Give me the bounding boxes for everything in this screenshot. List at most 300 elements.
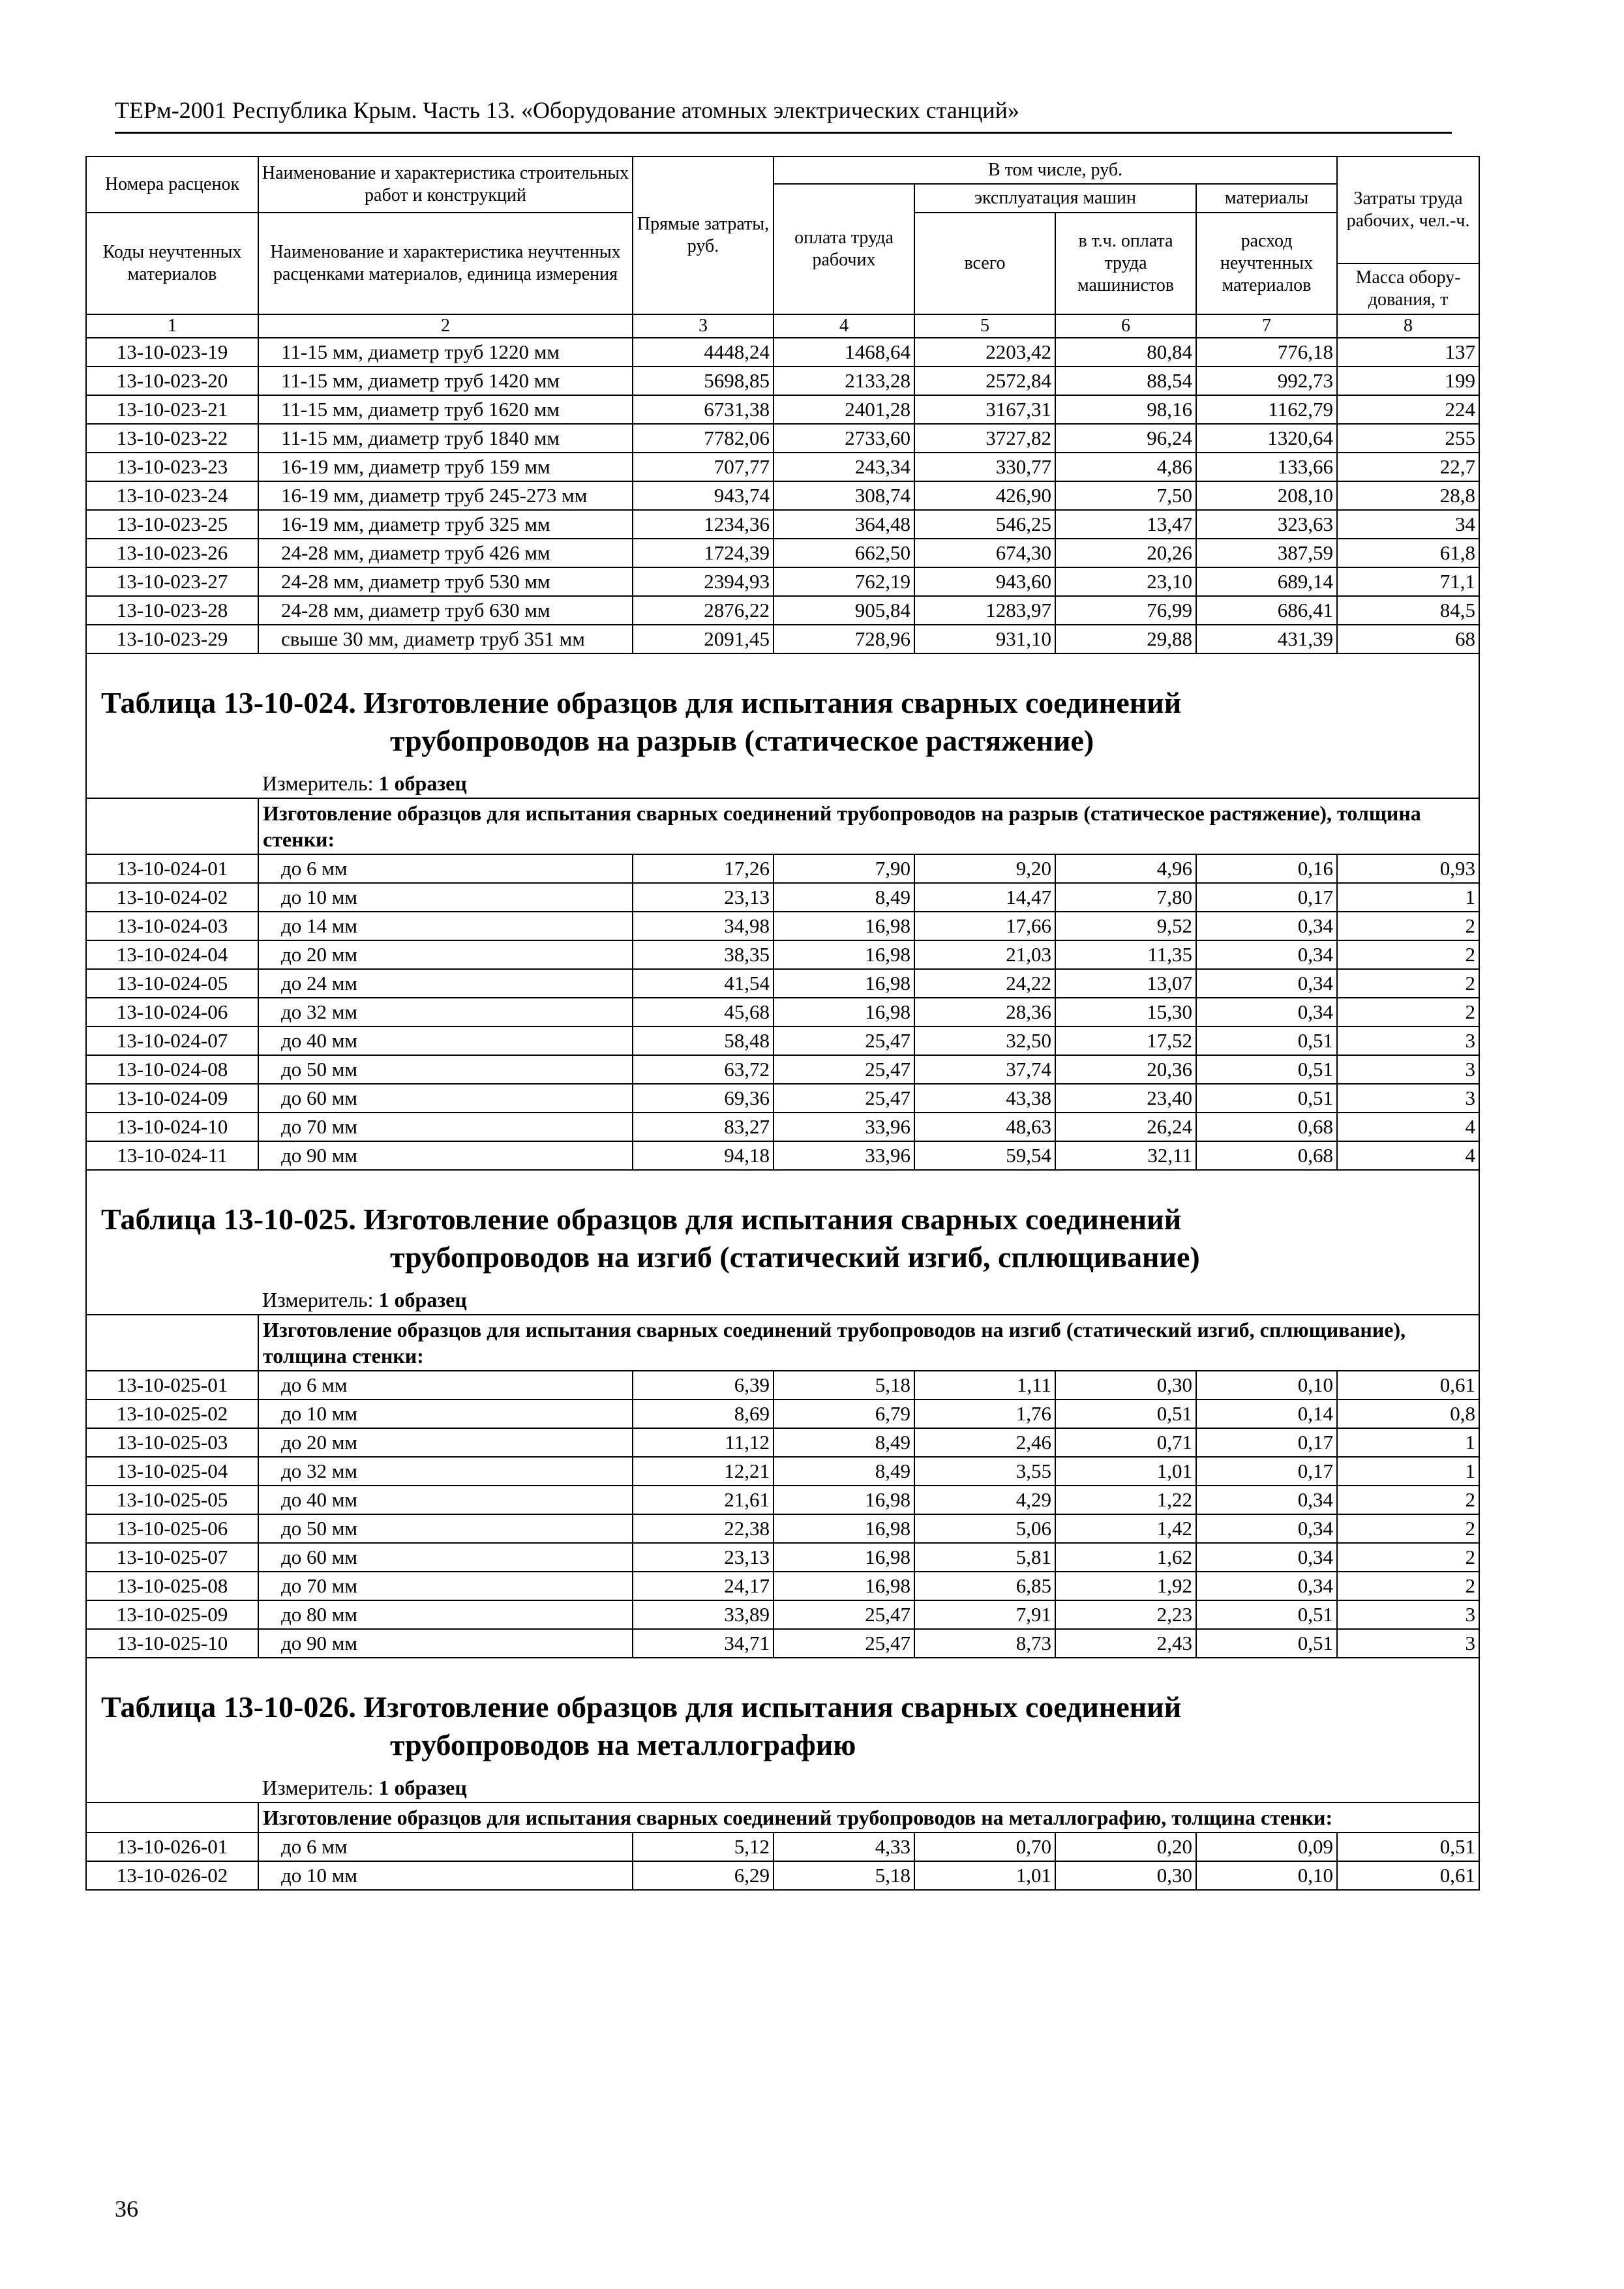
materials-cost: 0,51 (1196, 1026, 1337, 1055)
machines-total: 5,06 (914, 1514, 1055, 1543)
machines-total: 28,36 (914, 998, 1055, 1026)
direct-cost: 45,68 (633, 998, 774, 1026)
table-13-10-023-rows (86, 338, 1479, 653)
direct-cost: 24,17 (633, 1572, 774, 1600)
labor-or-mass: 255 (1337, 424, 1479, 453)
machinist-wages: 80,84 (1055, 338, 1196, 367)
rate-code: 13-10-026-01 (86, 1833, 258, 1861)
labor-or-mass: 199 (1337, 367, 1479, 395)
table-title (86, 1658, 1479, 1773)
rate-code: 13-10-023-25 (86, 510, 258, 539)
direct-cost: 6,39 (633, 1371, 774, 1399)
direct-cost: 11,12 (633, 1428, 774, 1457)
machines-total: 2572,84 (914, 367, 1055, 395)
machines-total: 0,70 (914, 1833, 1055, 1861)
materials-cost: 689,14 (1196, 567, 1337, 596)
rate-description: до 24 мм (258, 969, 633, 998)
rate-description: 24-28 мм, диаметр труб 630 мм (258, 596, 633, 625)
rate-description: до 50 мм (258, 1055, 633, 1084)
meter-value: 1 образец (378, 1288, 467, 1311)
rate-code: 13-10-023-29 (86, 625, 258, 653)
labor-or-mass: 3 (1337, 1600, 1479, 1629)
worker-wages: 8,49 (774, 883, 914, 912)
rate-code: 13-10-025-05 (86, 1486, 258, 1514)
direct-cost: 94,18 (633, 1141, 774, 1170)
table-row (86, 1399, 1479, 1428)
machines-total: 1283,97 (914, 596, 1055, 625)
worker-wages: 16,98 (774, 998, 914, 1026)
rate-description: 16-19 мм, диаметр труб 245-273 мм (258, 481, 633, 510)
direct-cost: 707,77 (633, 453, 774, 481)
direct-cost: 8,69 (633, 1399, 774, 1428)
subhead-code-cell (86, 1803, 258, 1833)
direct-cost: 38,35 (633, 940, 774, 969)
direct-cost: 34,71 (633, 1629, 774, 1658)
direct-cost: 21,61 (633, 1486, 774, 1514)
table-row (86, 1428, 1479, 1457)
direct-cost: 2091,45 (633, 625, 774, 653)
machines-total: 330,77 (914, 453, 1055, 481)
machinist-wages: 26,24 (1055, 1113, 1196, 1141)
materials-cost: 1162,79 (1196, 395, 1337, 424)
materials-cost: 0,51 (1196, 1055, 1337, 1084)
rate-description: до 80 мм (258, 1600, 633, 1629)
direct-cost: 5,12 (633, 1833, 774, 1861)
labor-or-mass: 0,61 (1337, 1861, 1479, 1890)
rate-description: 11-15 мм, диаметр труб 1420 мм (258, 367, 633, 395)
meter-spacer (86, 769, 258, 798)
col-number: 6 (1055, 314, 1196, 338)
col-number: 5 (914, 314, 1055, 338)
direct-cost: 22,38 (633, 1514, 774, 1543)
table-row (86, 1861, 1479, 1890)
table-header (86, 157, 1479, 338)
table-row (86, 424, 1479, 453)
rate-code: 13-10-025-07 (86, 1543, 258, 1572)
meter-spacer (86, 1773, 258, 1803)
rate-code: 13-10-023-26 (86, 539, 258, 567)
table-row (86, 1629, 1479, 1658)
col-number: 8 (1337, 314, 1479, 338)
materials-cost: 431,39 (1196, 625, 1337, 653)
rate-code: 13-10-023-28 (86, 596, 258, 625)
rate-code: 13-10-023-19 (86, 338, 258, 367)
col-head-direct: Прямые затраты, руб. (633, 157, 774, 314)
table-row (86, 1371, 1479, 1399)
rate-description: до 40 мм (258, 1026, 633, 1055)
worker-wages: 33,96 (774, 1141, 914, 1170)
col-head-unaccounted-names: Наименование и характеристика неучтенных расценками материалов, единица измерения (258, 213, 633, 314)
table-row (86, 596, 1479, 625)
rate-description: до 14 мм (258, 912, 633, 940)
worker-wages: 308,74 (774, 481, 914, 510)
labor-or-mass: 1 (1337, 883, 1479, 912)
col-head-names: Наименование и характеристика строительных работ и конструкций (258, 157, 633, 213)
worker-wages: 2401,28 (774, 395, 914, 424)
machinist-wages: 15,30 (1055, 998, 1196, 1026)
rate-description: 24-28 мм, диаметр труб 426 мм (258, 539, 633, 567)
machinist-wages: 0,20 (1055, 1833, 1196, 1861)
machines-total: 7,91 (914, 1600, 1055, 1629)
labor-or-mass: 2 (1337, 998, 1479, 1026)
table-row (86, 998, 1479, 1026)
table-row (86, 1514, 1479, 1543)
machines-total: 931,10 (914, 625, 1055, 653)
rate-description: до 60 мм (258, 1543, 633, 1572)
direct-cost: 34,98 (633, 912, 774, 940)
labor-or-mass: 84,5 (1337, 596, 1479, 625)
rate-code: 13-10-023-20 (86, 367, 258, 395)
worker-wages: 5,18 (774, 1371, 914, 1399)
table-title-line-2: трубопроводов на разрыв (статическое растяжение) (390, 724, 1094, 757)
rate-description: до 20 мм (258, 1428, 633, 1457)
rate-code: 13-10-024-04 (86, 940, 258, 969)
labor-or-mass: 22,7 (1337, 453, 1479, 481)
machinist-wages: 20,36 (1055, 1055, 1196, 1084)
table-13-10-025 (86, 1170, 1479, 1658)
machines-total: 32,50 (914, 1026, 1055, 1055)
rate-code: 13-10-023-24 (86, 481, 258, 510)
machines-total: 674,30 (914, 539, 1055, 567)
machines-total: 4,29 (914, 1486, 1055, 1514)
machinist-wages: 0,51 (1055, 1399, 1196, 1428)
direct-cost: 12,21 (633, 1457, 774, 1486)
worker-wages: 5,18 (774, 1861, 914, 1890)
direct-cost: 2394,93 (633, 567, 774, 596)
worker-wages: 7,90 (774, 854, 914, 883)
table-row (86, 1572, 1479, 1600)
materials-cost: 0,34 (1196, 969, 1337, 998)
direct-cost: 4448,24 (633, 338, 774, 367)
rate-description: до 32 мм (258, 998, 633, 1026)
rate-code: 13-10-025-02 (86, 1399, 258, 1428)
table-13-10-024 (86, 653, 1479, 1170)
machinist-wages: 1,01 (1055, 1457, 1196, 1486)
rate-code: 13-10-024-03 (86, 912, 258, 940)
machines-total: 59,54 (914, 1141, 1055, 1170)
rate-code: 13-10-024-01 (86, 854, 258, 883)
rate-code: 13-10-025-09 (86, 1600, 258, 1629)
labor-or-mass: 2 (1337, 1543, 1479, 1572)
col-head-machinist-wages: в т.ч. оплата труда машинистов (1055, 213, 1196, 314)
meter-label: Измеритель: (262, 771, 374, 795)
table-row (86, 1141, 1479, 1170)
worker-wages: 16,98 (774, 1486, 914, 1514)
direct-cost: 41,54 (633, 969, 774, 998)
table-title-line-2: трубопроводов на изгиб (статический изгиб, сплющивание) (390, 1240, 1200, 1274)
table-row (86, 453, 1479, 481)
machinist-wages: 4,96 (1055, 854, 1196, 883)
direct-cost: 33,89 (633, 1600, 774, 1629)
table-row (86, 1026, 1479, 1055)
worker-wages: 16,98 (774, 940, 914, 969)
rate-code: 13-10-023-21 (86, 395, 258, 424)
col-number: 7 (1196, 314, 1337, 338)
worker-wages: 2133,28 (774, 367, 914, 395)
worker-wages: 2733,60 (774, 424, 914, 453)
table-13-10-026 (86, 1658, 1479, 1890)
meter-label: Измеритель: (262, 1288, 374, 1311)
table-row (86, 1543, 1479, 1572)
machinist-wages: 0,30 (1055, 1861, 1196, 1890)
machinist-wages: 98,16 (1055, 395, 1196, 424)
machinist-wages: 0,30 (1055, 1371, 1196, 1399)
direct-cost: 23,13 (633, 1543, 774, 1572)
machines-total: 546,25 (914, 510, 1055, 539)
machines-total: 17,66 (914, 912, 1055, 940)
col-head-including: В том числе, руб. (774, 157, 1337, 184)
materials-cost: 0,34 (1196, 1543, 1337, 1572)
labor-or-mass: 28,8 (1337, 481, 1479, 510)
machines-total: 43,38 (914, 1084, 1055, 1113)
machinist-wages: 17,52 (1055, 1026, 1196, 1055)
labor-or-mass: 34 (1337, 510, 1479, 539)
materials-cost: 0,10 (1196, 1861, 1337, 1890)
labor-or-mass: 3 (1337, 1055, 1479, 1084)
rate-description: до 40 мм (258, 1486, 633, 1514)
direct-cost: 6,29 (633, 1861, 774, 1890)
machines-total: 1,76 (914, 1399, 1055, 1428)
machines-total: 9,20 (914, 854, 1055, 883)
materials-cost: 0,34 (1196, 1514, 1337, 1543)
direct-cost: 2876,22 (633, 596, 774, 625)
meter-spacer (86, 1285, 258, 1315)
machines-total: 48,63 (914, 1113, 1055, 1141)
materials-cost: 1320,64 (1196, 424, 1337, 453)
machinist-wages: 1,22 (1055, 1486, 1196, 1514)
worker-wages: 16,98 (774, 1543, 914, 1572)
direct-cost: 83,27 (633, 1113, 774, 1141)
machines-total: 6,85 (914, 1572, 1055, 1600)
materials-cost: 0,17 (1196, 883, 1337, 912)
machines-total: 37,74 (914, 1055, 1055, 1084)
worker-wages: 4,33 (774, 1833, 914, 1861)
table-row (86, 338, 1479, 367)
rate-description: 16-19 мм, диаметр труб 159 мм (258, 453, 633, 481)
rate-code: 13-10-025-10 (86, 1629, 258, 1658)
materials-cost: 0,14 (1196, 1399, 1337, 1428)
col-head-materials: материалы (1196, 184, 1337, 213)
machines-total: 2203,42 (914, 338, 1055, 367)
rate-code: 13-10-024-10 (86, 1113, 258, 1141)
rate-description: до 70 мм (258, 1572, 633, 1600)
direct-cost: 1234,36 (633, 510, 774, 539)
direct-cost: 1724,39 (633, 539, 774, 567)
labor-or-mass: 68 (1337, 625, 1479, 653)
rate-code: 13-10-023-22 (86, 424, 258, 453)
table-title-line-1: Таблица 13-10-025. Изготовление образцов для испытания сварных соединений (101, 1203, 1182, 1236)
rate-description: 11-15 мм, диаметр труб 1220 мм (258, 338, 633, 367)
rate-code: 13-10-024-08 (86, 1055, 258, 1084)
worker-wages: 25,47 (774, 1084, 914, 1113)
machines-total: 14,47 (914, 883, 1055, 912)
col-number: 3 (633, 314, 774, 338)
machines-total: 24,22 (914, 969, 1055, 998)
rate-description: до 6 мм (258, 854, 633, 883)
materials-cost: 0,17 (1196, 1428, 1337, 1457)
machinist-wages: 1,92 (1055, 1572, 1196, 1600)
labor-or-mass: 224 (1337, 395, 1479, 424)
machinist-wages: 88,54 (1055, 367, 1196, 395)
table-row (86, 510, 1479, 539)
table-row (86, 481, 1479, 510)
rate-description: 16-19 мм, диаметр труб 325 мм (258, 510, 633, 539)
rate-code: 13-10-025-08 (86, 1572, 258, 1600)
rate-description: до 90 мм (258, 1141, 633, 1170)
labor-or-mass: 3 (1337, 1026, 1479, 1055)
table-row (86, 1084, 1479, 1113)
table-subheading: Изготовление образцов для испытания сварных соединений трубопроводов на изгиб (статический изгиб, сплющивание), толщина стенки: (258, 1315, 1479, 1371)
machines-total: 943,60 (914, 567, 1055, 596)
materials-cost: 776,18 (1196, 338, 1337, 367)
rate-description: 24-28 мм, диаметр труб 530 мм (258, 567, 633, 596)
materials-cost: 387,59 (1196, 539, 1337, 567)
worker-wages: 905,84 (774, 596, 914, 625)
direct-cost: 17,26 (633, 854, 774, 883)
worker-wages: 16,98 (774, 1572, 914, 1600)
machinist-wages: 13,07 (1055, 969, 1196, 998)
machinist-wages: 32,11 (1055, 1141, 1196, 1170)
rate-description: до 6 мм (258, 1833, 633, 1861)
rate-code: 13-10-024-02 (86, 883, 258, 912)
rate-code: 13-10-024-09 (86, 1084, 258, 1113)
worker-wages: 16,98 (774, 1514, 914, 1543)
table-title-line-1: Таблица 13-10-024. Изготовление образцов для испытания сварных соединений (101, 686, 1182, 719)
labor-or-mass: 4 (1337, 1113, 1479, 1141)
col-head-unaccounted-codes: Коды неучтенных материалов (86, 213, 258, 314)
machines-total: 1,11 (914, 1371, 1055, 1399)
machinist-wages: 1,62 (1055, 1543, 1196, 1572)
machines-total: 8,73 (914, 1629, 1055, 1658)
rate-code: 13-10-025-06 (86, 1514, 258, 1543)
table-row (86, 1055, 1479, 1084)
direct-cost: 5698,85 (633, 367, 774, 395)
materials-cost: 0,34 (1196, 912, 1337, 940)
rate-description: до 60 мм (258, 1084, 633, 1113)
col-head-labor: Затраты труда рабочих, чел.-ч. (1337, 157, 1479, 263)
subhead-code-cell (86, 1315, 258, 1371)
worker-wages: 25,47 (774, 1600, 914, 1629)
rate-description: 11-15 мм, диаметр труб 1840 мм (258, 424, 633, 453)
machines-total: 1,01 (914, 1861, 1055, 1890)
meter-label: Измеритель: (262, 1776, 374, 1799)
table-row (86, 912, 1479, 940)
materials-cost: 0,34 (1196, 1572, 1337, 1600)
rate-description: до 10 мм (258, 1861, 633, 1890)
table-row (86, 1113, 1479, 1141)
table-row (86, 1457, 1479, 1486)
worker-wages: 33,96 (774, 1113, 914, 1141)
machinist-wages: 2,43 (1055, 1629, 1196, 1658)
materials-cost: 0,51 (1196, 1600, 1337, 1629)
worker-wages: 728,96 (774, 625, 914, 653)
worker-wages: 1468,64 (774, 338, 914, 367)
materials-cost: 0,09 (1196, 1833, 1337, 1861)
materials-cost: 0,51 (1196, 1084, 1337, 1113)
rate-description: до 20 мм (258, 940, 633, 969)
materials-cost: 0,16 (1196, 854, 1337, 883)
machinist-wages: 23,10 (1055, 567, 1196, 596)
machines-total: 2,46 (914, 1428, 1055, 1457)
materials-cost: 0,17 (1196, 1457, 1337, 1486)
direct-cost: 943,74 (633, 481, 774, 510)
materials-cost: 0,68 (1196, 1113, 1337, 1141)
machinist-wages: 7,50 (1055, 481, 1196, 510)
table-row (86, 567, 1479, 596)
machinist-wages: 13,47 (1055, 510, 1196, 539)
machinist-wages: 1,42 (1055, 1514, 1196, 1543)
table-row (86, 625, 1479, 653)
rate-code: 13-10-023-27 (86, 567, 258, 596)
table-title (86, 653, 1479, 769)
labor-or-mass: 61,8 (1337, 539, 1479, 567)
materials-cost: 208,10 (1196, 481, 1337, 510)
subhead-code-cell (86, 798, 258, 854)
table-row (86, 395, 1479, 424)
machines-total: 21,03 (914, 940, 1055, 969)
rate-code: 13-10-024-05 (86, 969, 258, 998)
rate-description: 11-15 мм, диаметр труб 1620 мм (258, 395, 633, 424)
table-row (86, 854, 1479, 883)
materials-cost: 0,34 (1196, 940, 1337, 969)
table-title-line-2: трубопроводов на металлографию (390, 1728, 856, 1761)
table-row (86, 969, 1479, 998)
table-title (86, 1170, 1479, 1285)
machinist-wages: 0,71 (1055, 1428, 1196, 1457)
machinist-wages: 23,40 (1055, 1084, 1196, 1113)
machinist-wages: 20,26 (1055, 539, 1196, 567)
rate-description: до 50 мм (258, 1514, 633, 1543)
table-row (86, 367, 1479, 395)
materials-cost: 0,34 (1196, 998, 1337, 1026)
rate-code: 13-10-024-07 (86, 1026, 258, 1055)
meter (258, 1773, 1479, 1803)
labor-or-mass: 4 (1337, 1141, 1479, 1170)
rate-description: свыше 30 мм, диаметр труб 351 мм (258, 625, 633, 653)
table-title-line-1: Таблица 13-10-026. Изготовление образцов для испытания сварных соединений (101, 1690, 1182, 1724)
labor-or-mass: 2 (1337, 940, 1479, 969)
labor-or-mass: 0,51 (1337, 1833, 1479, 1861)
worker-wages: 8,49 (774, 1428, 914, 1457)
rate-description: до 10 мм (258, 1399, 633, 1428)
table-subheading: Изготовление образцов для испытания сварных соединений трубопроводов на разрыв (статическое растяжение), толщина стенки: (258, 798, 1479, 854)
materials-cost: 0,34 (1196, 1486, 1337, 1514)
rate-description: до 90 мм (258, 1629, 633, 1658)
worker-wages: 364,48 (774, 510, 914, 539)
col-head-machines: эксплуатация машин (914, 184, 1196, 213)
machinist-wages: 96,24 (1055, 424, 1196, 453)
machinist-wages: 4,86 (1055, 453, 1196, 481)
col-head-unaccounted-materials: расход неучтенных материалов (1196, 213, 1337, 314)
table-row (86, 1833, 1479, 1861)
rate-code: 13-10-025-04 (86, 1457, 258, 1486)
worker-wages: 6,79 (774, 1399, 914, 1428)
worker-wages: 662,50 (774, 539, 914, 567)
col-head-mass: Масса обору-дования, т (1337, 263, 1479, 314)
materials-cost: 686,41 (1196, 596, 1337, 625)
rate-description: до 70 мм (258, 1113, 633, 1141)
page-number: 36 (115, 2196, 138, 2222)
labor-or-mass: 0,61 (1337, 1371, 1479, 1399)
direct-cost: 23,13 (633, 883, 774, 912)
worker-wages: 25,47 (774, 1629, 914, 1658)
col-head-codes: Номера расценок (86, 157, 258, 213)
meter (258, 1285, 1479, 1315)
labor-or-mass: 2 (1337, 1514, 1479, 1543)
col-number: 4 (774, 314, 914, 338)
rate-description: до 6 мм (258, 1371, 633, 1399)
labor-or-mass: 2 (1337, 1486, 1479, 1514)
